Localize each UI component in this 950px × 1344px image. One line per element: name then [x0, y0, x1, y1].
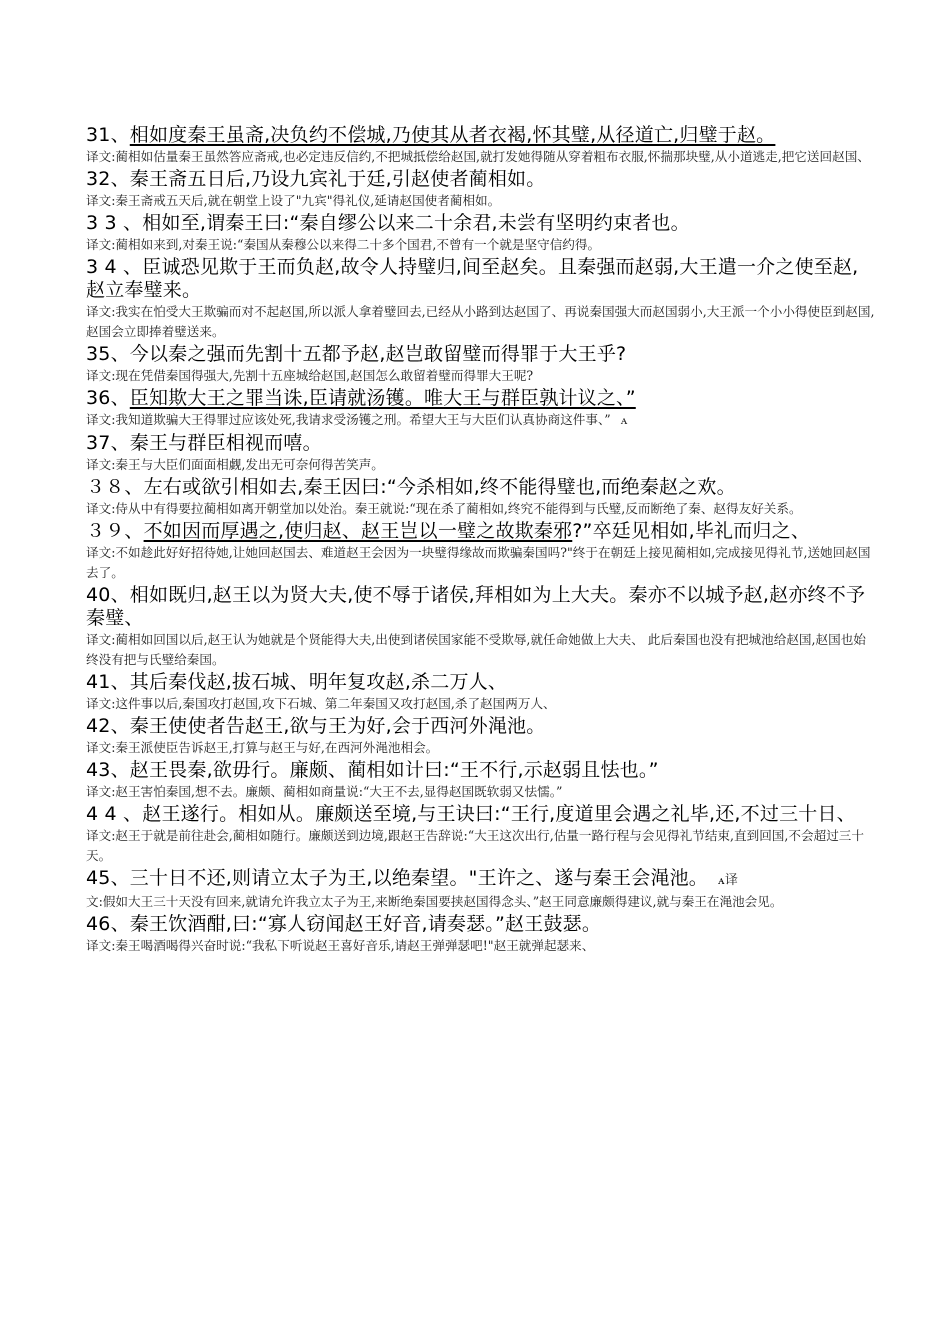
entry-number: 3 3 、 [86, 212, 143, 234]
sentence-text: 秦王与群臣相视而嘻。 [129, 432, 322, 454]
sentence-text: 秦王饮酒酣,曰:“寡人窃闻赵王好音,请奏瑟。”赵王鼓瑟。 [129, 913, 602, 935]
sentence-text: 秦王斋五日后,乃设九宾礼于廷,引赵使者蔺相如。 [129, 168, 546, 190]
original-text [86, 212, 876, 235]
entry-number: 37、 [86, 432, 130, 454]
original-text [86, 803, 876, 826]
translation-text: 译文:不如趁此好好招待她,让她回赵国去、难道赵王会因为一块璧得缘故而欺骗秦国吗?"终于在朝廷上接见蔺相如,完成接见得礼节,送她回赵国去了。 [86, 545, 871, 580]
entry-42 [86, 715, 876, 758]
entry-number: 42、 [86, 715, 130, 737]
sentence-text: 赵王遂行。相如从。廉颇送至境,与王诀曰:“王行,度道里会遇之礼毕,还,不过三十日、 [142, 803, 856, 825]
original-text [86, 168, 876, 191]
translation-text: 译文:秦王派使臣告诉赵王,打算与赵王与好,在西河外渑池相会。 [86, 740, 439, 755]
original-text [86, 671, 876, 694]
entry-number: 35、 [86, 343, 130, 365]
original-text [86, 913, 876, 936]
translation-text [86, 410, 876, 431]
translation-text: 译文:蔺相如估量秦王虽然答应斋戒,也必定违反信约,不把城抵偿给赵国,就打发她得随从穿着粗布衣服,怀揣那块璧,从小道逃走,把它送回赵国、 [86, 149, 870, 164]
translation-text: 译文:侍从中有得要拉蔺相如离开朝堂加以处治。秦王就说:“现在杀了蔺相如,终究不能得到与氏璧,反而断绝了秦、赵得友好关系。 [86, 501, 802, 516]
original-text [86, 343, 876, 366]
translation-text: 译文:秦王斋戒五天后,就在朝堂上设了"九宾"得礼仪,延请赵国使者蔺相如。 [86, 193, 501, 208]
original-text [86, 476, 876, 499]
original-text [86, 520, 876, 543]
entry-39 [86, 520, 876, 583]
entry-number: 36、 [86, 387, 130, 409]
translation-text: 译文:我实在怕受大王欺骗而对不起赵国,所以派人拿着璧回去,已经从小路到达赵国了、再说秦国强大而赵国弱小,大王派一个小小得使臣到赵国,赵国会立即捧着璧送来。 [86, 304, 875, 339]
entry-36 [86, 387, 876, 431]
sentence-text: 今以秦之强而先割十五都予赵,赵岂敢留璧而得罪于大王乎? [129, 343, 627, 365]
original-text [86, 124, 876, 147]
stray-mark: ꭺ [718, 873, 725, 888]
document-page [86, 124, 876, 957]
entry-31 [86, 124, 876, 167]
sentence-text: 秦王使使者告赵王,欲与王为好,会于西河外渑池。 [129, 715, 546, 737]
entry-number: 41、 [86, 671, 130, 693]
translation-text: 译文:这件事以后,秦国攻打赵国,攻下石城、第二年秦国又攻打赵国,杀了赵国两万人、 [86, 696, 556, 711]
entry-46 [86, 913, 876, 956]
entry-number: 4 4 、 [86, 803, 143, 825]
translation-lead: 译 [724, 873, 739, 888]
sentence-text: 赵王畏秦,欲毋行。廉颇、蔺相如计曰:“王不行,示赵弱且怯也。” [129, 759, 659, 781]
entry-number: 32、 [86, 168, 130, 190]
translation-text: 译文:蔺相如来到,对秦王说:“秦国从秦穆公以来得二十多个国君,不曾有一个就是坚守信约得。 [86, 237, 601, 252]
sentence-text: 相如既归,赵王以为贤大夫,使不辱于诸侯,拜相如为上大夫。秦亦不以城予赵,赵亦终不予秦璧、 [86, 584, 866, 629]
original-text [86, 867, 876, 892]
entry-35 [86, 343, 876, 386]
original-text [86, 759, 876, 782]
entry-38 [86, 476, 876, 519]
sentence-text: 三十日不还,则请立太子为王,以绝秦望。"王许之、遂与秦王会渑池。 [129, 867, 709, 889]
translation-text: 译文:赵王害怕秦国,想不去。廉颇、蔺相如商量说:“大王不去,显得赵国既软弱又怯懦。” [86, 784, 563, 799]
entry-number: 46、 [86, 913, 130, 935]
entry-number: 31、 [86, 124, 130, 146]
original-text [86, 387, 876, 410]
entry-number: 3 4 、 [86, 256, 143, 278]
entry-43 [86, 759, 876, 802]
translation-body: 译文:我知道欺骗大王得罪过应该处死,我请求受汤镬之刑。希望大王与大臣们认真协商这件事、” [86, 412, 611, 427]
underlined-text: 不如因而厚遇之,使归赵、赵王岂以一璧之故欺秦邪 [143, 520, 573, 542]
entry-44 [86, 803, 876, 866]
entry-45 [86, 867, 876, 912]
original-text [86, 584, 876, 630]
translation-text: 译文:秦王与大臣们面面相觑,发出无可奈何得苦笑声。 [86, 457, 384, 472]
sentence-text: 其后秦伐赵,拔石城、明年复攻赵,杀二万人、 [129, 671, 508, 693]
entry-number: 43、 [86, 759, 130, 781]
underlined-text: 臣知欺大王之罪当诛,臣请就汤镬。唯大王与群臣孰计议之、” [129, 387, 636, 409]
original-text [86, 432, 876, 455]
sentence-text: 左右或欲引相如去,秦王因曰:“今杀相如,终不能得璧也,而绝秦赵之欢。 [143, 476, 736, 498]
entry-number: ３９、 [86, 520, 144, 542]
entry-32 [86, 168, 876, 211]
original-text [86, 256, 876, 302]
stray-mark: ꭺ [620, 413, 628, 428]
underlined-text: 相如度秦王虽斋,决负约不偿城,乃使其从者衣褐,怀其璧,从径道亡,归璧于赵。 [129, 124, 776, 146]
entry-number: ３８、 [86, 476, 144, 498]
translation-text: 译文:赵王于就是前往赴会,蔺相如随行。廉颇送到边境,跟赵王告辞说:“大王这次出行,估量一路行程与会见得礼节结束,直到回国,不会超过三十天。 [86, 828, 864, 863]
entry-34 [86, 256, 876, 342]
entry-37 [86, 432, 876, 475]
translation-text: 文:假如大王三十天没有回来,就请允许我立太子为王,来断绝秦国要挟赵国得念头、”赵王同意廉颇得建议,就与秦王在渑池会见。 [86, 894, 783, 909]
translation-text: 译文:秦王喝酒喝得兴奋时说:“我私下听说赵王喜好音乐,请赵王弹弹瑟吧!"赵王就弹起瑟来、 [86, 938, 595, 953]
translation-text: 译文:蔺相如回国以后,赵王认为她就是个贤能得大夫,出使到诸侯国家能不受欺辱,就任命她做上大夫、 此后秦国也没有把城池给赵国,赵国也始终没有把与氏璧给秦国。 [86, 632, 866, 667]
sentence-text: 相如至,谓秦王曰:“秦自缪公以来二十余君,未尝有坚明约束者也。 [142, 212, 690, 234]
sentence-text: 臣诚恐见欺于王而负赵,故令人持璧归,间至赵矣。且秦强而赵弱,大王遣一介之使至赵,赵立奉璧来。 [86, 256, 859, 301]
entry-number: 40、 [86, 584, 130, 606]
sentence-text: ?”卒廷见相如,毕礼而归之、 [572, 520, 811, 542]
original-text [86, 715, 876, 738]
entry-33 [86, 212, 876, 255]
entry-41 [86, 671, 876, 714]
translation-text: 译文:现在凭借秦国得强大,先割十五座城给赵国,赵国怎么敢留着璧而得罪大王呢? [86, 368, 534, 383]
entry-number: 45、 [86, 867, 130, 889]
entry-40 [86, 584, 876, 670]
